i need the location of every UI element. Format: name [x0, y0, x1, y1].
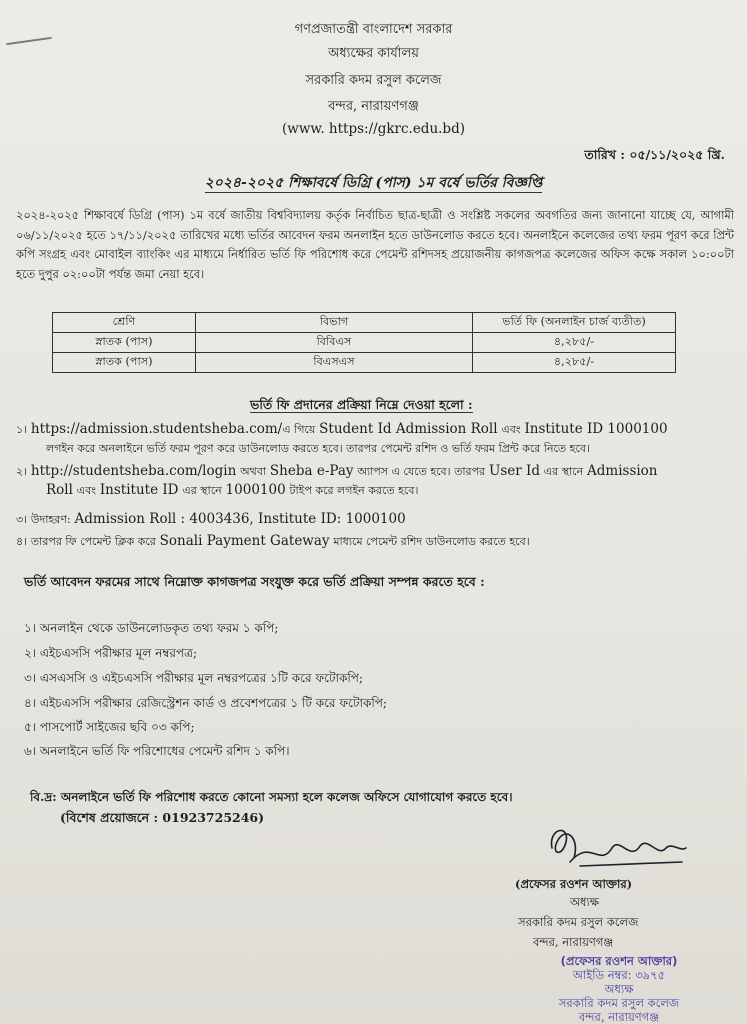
- signer-college: সরকারি কদম রসুল কলেজ: [518, 915, 639, 929]
- fee-table: [52, 312, 676, 373]
- list-item: ২। এইচএসসি পরীক্ষার মূল নম্বরপত্র;: [24, 646, 198, 660]
- notice-title: ২০২৪-২০২৫ শিক্ষাবর্ষে ডিগ্রি (পাস) ১ম বর্ষে ভর্তির বিজ্ঞপ্তি: [204, 175, 543, 191]
- cell-fee: ৪,২৮৫/-: [473, 333, 676, 353]
- cell-class: স্নাতক (পাস): [53, 353, 196, 373]
- notice-paragraph: ২০২৪-২০২৫ শিক্ষাবর্ষে ডিগ্রি (পাস) ১ম বর্ষে জাতীয় বিশ্ববিদ্যালয় কর্তৃক নির্বাচিত ছাত্র-ছাত্রী ও সংশ্লিষ্ট সকলের অবগতির জন্য জানানো যাচ্ছে যে, আগামী ০৬/১১/২০২৫ হতে ১৭/১১/২০২৫ তারিখের মধ্যে ভর্তির আবেদন ফরম অনলাইন হতে ডাউনলোড করতে হবে। অনলাইনে কলেজের তথ্য ফরম পূরণ করে প্রিন্ট কপি সংগ্রহ এবং মোবাইল ব্যাংকিং এর মাধ্যমে নির্ধারিত ভর্তি ফি পরিশোধ করে পেমেন্ট রশিদসহ প্রয়োজনীয় কাগজপত্র কলেজের অফিস কক্ষে সকাল ১০:০০টা হতে দুপুর ০২:০০টা পর্যন্ত জমা নেয়া হবে।: [16, 208, 734, 281]
- contact-phone: (বিশেষ প্রয়োজনে : 01923725246): [60, 810, 265, 825]
- payment-step-1: ১। https://admission.studentsheba.com/এ গিয়ে Student Id Admission Roll এবং Institute ID 1000100 লগইন করে অনলাইনে ভর্তি ফরম পূরণ করে ডাউনলোড করতে হবে। তারপর পেমেন্ট রশিদ ও ভর্তি ফরম প্রিন্ট করে নিতে হবে।: [16, 421, 668, 455]
- list-item: ৬। অনলাইনে ভর্তি ফি পরিশোধের পেমেন্ট রশিদ ১ কপি।: [24, 744, 290, 758]
- payment-step-3: ৩। উদাহরণ: Admission Roll : 4003436, Institute ID: 1000100: [16, 511, 406, 527]
- table-row: [53, 333, 676, 353]
- header-class: শ্রেণি: [53, 313, 196, 333]
- college-website: (www. https://gkrc.edu.bd): [282, 121, 465, 137]
- payment-heading: ভর্তি ফি প্রদানের প্রক্রিয়া নিম্নে দেওয়া হলো :: [250, 397, 473, 412]
- payment-step-2: ২। http://studentsheba.com/login অথবা Sheba e-Pay অ্যাপস এ যেতে হবে। তারপর User Id এর স্থানে Admission Roll এবং Institute ID এর স্থানে 1000100 টাইপ করে লগইন করতে হবে।: [16, 463, 658, 498]
- table-row: [53, 353, 676, 373]
- office-header: অধ্যক্ষের কার্যালয়: [328, 46, 419, 61]
- admission-link[interactable]: https://admission.studentsheba.com/: [30, 421, 283, 437]
- cell-department: বিবিএস: [196, 333, 473, 353]
- signature-icon: [540, 818, 690, 878]
- list-item: ৩। এসএসসি ও এইচএসসি পরীক্ষার মূল নম্বরপত্রের ১টি করে ফটোকপি;: [24, 671, 363, 685]
- govt-header: গণপ্রজাতন্ত্রী বাংলাদেশ সরকার: [294, 22, 453, 37]
- notice-date: তারিখ : ০৫/১১/২০২৫ খ্রি.: [584, 147, 725, 162]
- fee-table-header: [53, 313, 676, 333]
- header-fee: ভর্তি ফি (অনলাইন চার্জ ব্যতীত): [473, 313, 676, 333]
- cell-class: স্নাতক (পাস): [53, 333, 196, 353]
- signer-name: (প্রফেসর রওশন আক্তার): [515, 877, 633, 891]
- college-name: সরকারি কদম রসুল কলেজ: [305, 73, 442, 88]
- header-department: বিভাগ: [196, 313, 473, 333]
- list-item: ৫। পাসপোর্ট সাইজের ছবি ০৩ কপি;: [24, 720, 195, 734]
- college-location: বন্দর, নারায়ণগঞ্জ: [328, 99, 419, 114]
- list-item: ১। অনলাইন থেকে ডাউনলোডকৃত তথ্য ফরম ১ কপি;: [24, 621, 279, 635]
- cell-department: বিএসএস: [196, 353, 473, 373]
- official-stamp: (প্রফেসর রওশন আক্তার) আইডি নম্বর: ৩৯৭৫ অধ্যক্ষ সরকারি কদম রসুল কলেজ বন্দর, নারায়ণগঞ্জ: [558, 954, 680, 1024]
- documents-heading: ভর্তি আবেদন ফরমের সাথে নিম্নোক্ত কাগজপত্র সংযুক্ত করে ভর্তি প্রক্রিয়া সম্পন্ন করতে হবে :: [24, 574, 485, 589]
- signer-location: বন্দর, নারায়ণগঞ্জ: [533, 935, 614, 949]
- signer-designation: অধ্যক্ষ: [570, 895, 600, 909]
- cell-fee: ৪,২৮৫/-: [473, 353, 676, 373]
- note-text: বি.দ্র: অনলাইনে ভর্তি ফি পরিশোধ করতে কোনো সমস্যা হলে কলেজ অফিসে যোগাযোগ করতে হবে।: [30, 790, 513, 804]
- login-link[interactable]: http://studentsheba.com/login: [30, 463, 237, 479]
- list-item: ৪। এইচএসসি পরীক্ষার রেজিস্ট্রেশন কার্ড ও প্রবেশপত্রের ১ টি করে ফটোকপি;: [24, 696, 387, 710]
- payment-step-4: ৪। তারপর ফি পেমেন্ট ক্লিক করে Sonali Payment Gateway মাধ্যমে পেমেন্ট রশিদ ডাউনলোড করতে হবে।: [16, 533, 530, 549]
